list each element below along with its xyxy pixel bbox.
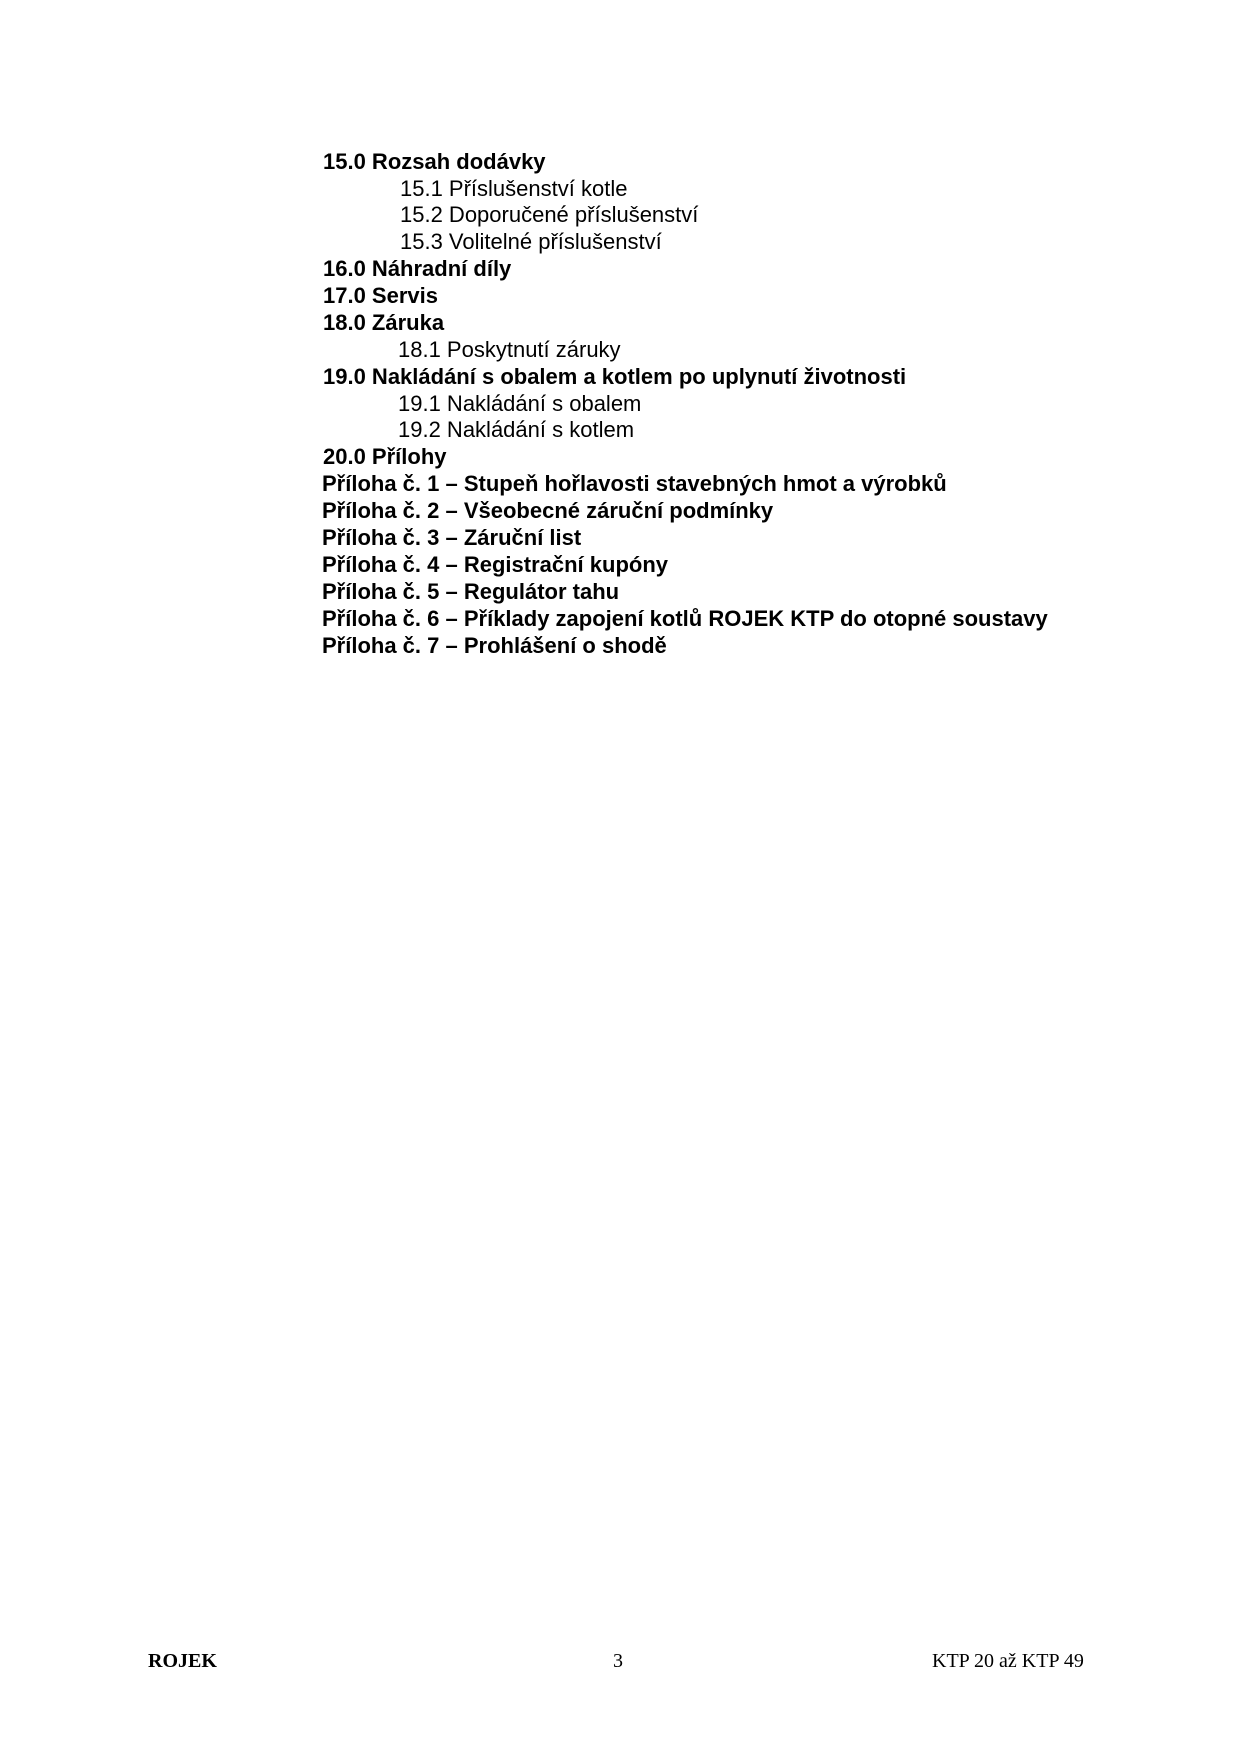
- footer-product-range: KTP 20 až KTP 49: [932, 1650, 1084, 1672]
- toc-section-15: 15.0 Rozsah dodávky: [323, 149, 546, 174]
- toc-appendix-1: Příloha č. 1 – Stupeň hořlavosti stavebných hmot a výrobků: [322, 471, 947, 496]
- toc-appendix-6: Příloha č. 6 – Příklady zapojení kotlů ROJEK KTP do otopné soustavy: [322, 606, 1048, 631]
- toc-subsection-18-1: 18.1 Poskytnutí záruky: [398, 337, 621, 362]
- footer-page-number: 3: [613, 1650, 623, 1672]
- toc-appendix-3: Příloha č. 3 – Záruční list: [322, 525, 582, 550]
- toc-subsection-15-1: 15.1 Příslušenství kotle: [400, 176, 628, 201]
- toc-appendix-7: Příloha č. 7 – Prohlášení o shodě: [322, 633, 667, 658]
- toc-section-19: 19.0 Nakládání s obalem a kotlem po uplynutí životnosti: [323, 364, 907, 389]
- toc-appendix-4: Příloha č. 4 – Registrační kupóny: [322, 552, 668, 577]
- toc-appendix-2: Příloha č. 2 – Všeobecné záruční podmínky: [322, 498, 774, 523]
- toc-subsection-19-2: 19.2 Nakládání s kotlem: [398, 417, 635, 442]
- toc-subsection-19-1: 19.1 Nakládání s obalem: [398, 391, 642, 416]
- toc-section-20: 20.0 Přílohy: [323, 444, 447, 469]
- toc-section-16: 16.0 Náhradní díly: [323, 256, 512, 281]
- toc-subsection-15-2: 15.2 Doporučené příslušenství: [400, 202, 699, 227]
- toc-appendix-5: Příloha č. 5 – Regulátor tahu: [322, 579, 620, 604]
- footer-company: ROJEK: [148, 1650, 217, 1672]
- toc-section-17: 17.0 Servis: [323, 283, 438, 308]
- toc-subsection-15-3: 15.3 Volitelné příslušenství: [400, 229, 662, 254]
- toc-section-18: 18.0 Záruka: [323, 310, 445, 335]
